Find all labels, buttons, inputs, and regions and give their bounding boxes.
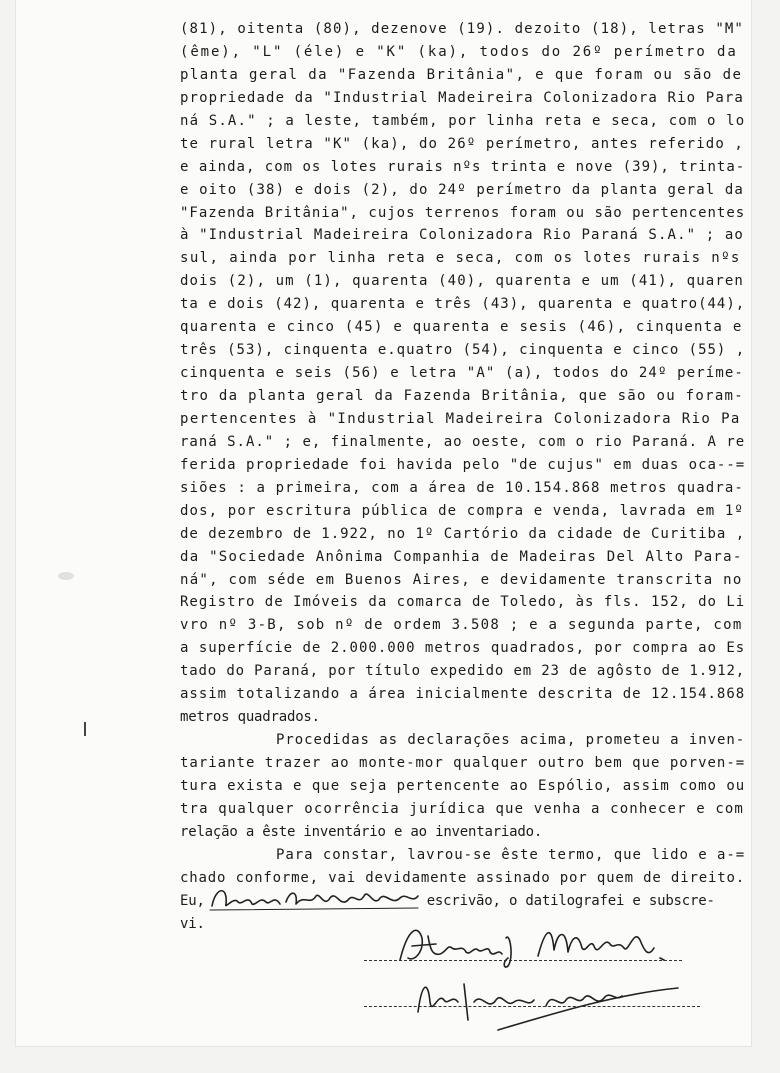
clerk-signature	[208, 882, 422, 914]
text-line: dos, por escritura pública de compra e venda, lavrada em 1º	[180, 502, 744, 519]
text-line: pertencentes à "Industrial Madeireira Colonizadora Rio Pa	[180, 410, 741, 427]
text-line: Registro de Imóveis da comarca de Toledo, às fls. 152, do Li	[180, 594, 746, 611]
text-line: tra qualquer ocorrência jurídica que venha a conhecer e com	[180, 800, 744, 817]
text-line: três (53), cinquenta e.quatro (54), cinquenta e cinco (55) ,	[180, 342, 746, 359]
text-line: e oito (38) e dois (2), do 24º perímetro da planta geral da	[180, 181, 744, 198]
text-line: metros quadrados.	[180, 709, 320, 726]
text-line: tariante trazer ao monte-mor qualquer outro bem que porven-=	[180, 755, 746, 771]
text-line: (ême), "L" (éle) e "K" (ka), todos do 26º perímetro da	[180, 43, 738, 60]
text-line: te rural letra "K" (ka), do 26º perímetro, antes referido ,	[180, 135, 744, 152]
closing-text: vi.	[180, 915, 205, 932]
text-line: ná S.A." ; a leste, também, por linha reta e seca, com o lo	[180, 112, 746, 129]
text-line: da "Sociedade Anônima Companhia de Madeiras Del Alto Para-	[180, 548, 743, 565]
text-line: tado do Paraná, por título expedido em 23 de agôsto de 1.912,	[180, 663, 746, 680]
signature-line-1	[364, 960, 682, 961]
text-line: cinquenta e seis (56) e letra "A" (a), todos do 24º períme-	[180, 365, 744, 382]
text-line: siões : a primeira, com a área de 10.154.868 metros quadra-	[180, 479, 744, 496]
paragraph-declarations	[180, 752, 744, 844]
text-line: "Fazenda Britânia", cujos terrenos foram ou são pertencentes	[180, 204, 746, 221]
text-line: assim totalizando a área inicialmente descrita de 12.154.868	[180, 686, 746, 703]
text-line: dois (2), um (1), quarenta (40), quarenta e um (41), quaren	[180, 273, 744, 290]
text-line: tura exista e que seja pertencente ao Espólio, assim como ou	[180, 777, 746, 794]
text-line: Para constar, lavrou-se êste termo, que lido e a-=	[276, 846, 746, 863]
text-line: ná", com séde em Buenos Aires, e devidamente transcrita no	[180, 571, 743, 588]
text-line: sul, ainda por linha reta e seca, com os lotes rurais nºs	[180, 250, 741, 267]
text-line: e ainda, com os lotes rurais nºs trinta e nove (39), trinta-	[180, 158, 746, 175]
clerk-suffix: escrivão, o datilografei e subscre-	[426, 892, 715, 909]
text-line: a superfície de 2.000.000 metros quadrados, por compra ao Es	[180, 640, 746, 657]
signature-line-2	[364, 1006, 700, 1007]
text-line: de dezembro de 1.922, no 1º Cartório da cidade de Curitiba ,	[180, 525, 746, 542]
text-line: tro da planta geral da Fazenda Britânia, que são ou foram-	[180, 388, 744, 404]
text-line: ferida propriedade foi havida pelo "de cujus" em duas oca--=	[180, 456, 746, 473]
paper-smudge	[58, 572, 74, 580]
signature-antonio-mahfud	[378, 918, 678, 980]
text-line: à "Industrial Madeireira Colonizadora Rio Paraná S.A." ; ao	[180, 227, 744, 244]
clerk-prefix: Eu,	[180, 892, 205, 909]
paragraph-property-description	[180, 18, 744, 729]
text-line: quarenta e cinco (45) e quarenta e sesis (46), cinquenta e	[180, 319, 743, 336]
text-line: relação a êste inventário e ao inventariado.	[180, 823, 543, 840]
text-line: propriedade da "Industrial Madeireira Colonizadora Rio Para	[180, 89, 744, 106]
text-line: Procedidas as declarações acima, prometeu a inven-	[276, 732, 746, 749]
signature-second	[378, 972, 698, 1032]
document-body	[180, 18, 744, 936]
text-line: planta geral da "Fazenda Britânia", e que foram ou são de	[180, 66, 743, 83]
margin-mark	[84, 722, 86, 736]
text-line: vro nº 3-B, sob nº de ordem 3.508 ; e a segunda parte, com	[180, 617, 743, 634]
text-line: (81), oitenta (80), dezenove (19). dezoito (18), letras "M"	[180, 21, 744, 37]
text-line: raná S.A." ; e, finalmente, ao oeste, com o rio Paraná. A re	[180, 433, 746, 450]
text-line: chado conforme, vai devidamente assinado por quem de direito.	[180, 869, 746, 886]
document-page	[16, 0, 751, 1046]
text-line: ta e dois (42), quarenta e três (43), quarenta e quatro(44),	[180, 296, 746, 313]
